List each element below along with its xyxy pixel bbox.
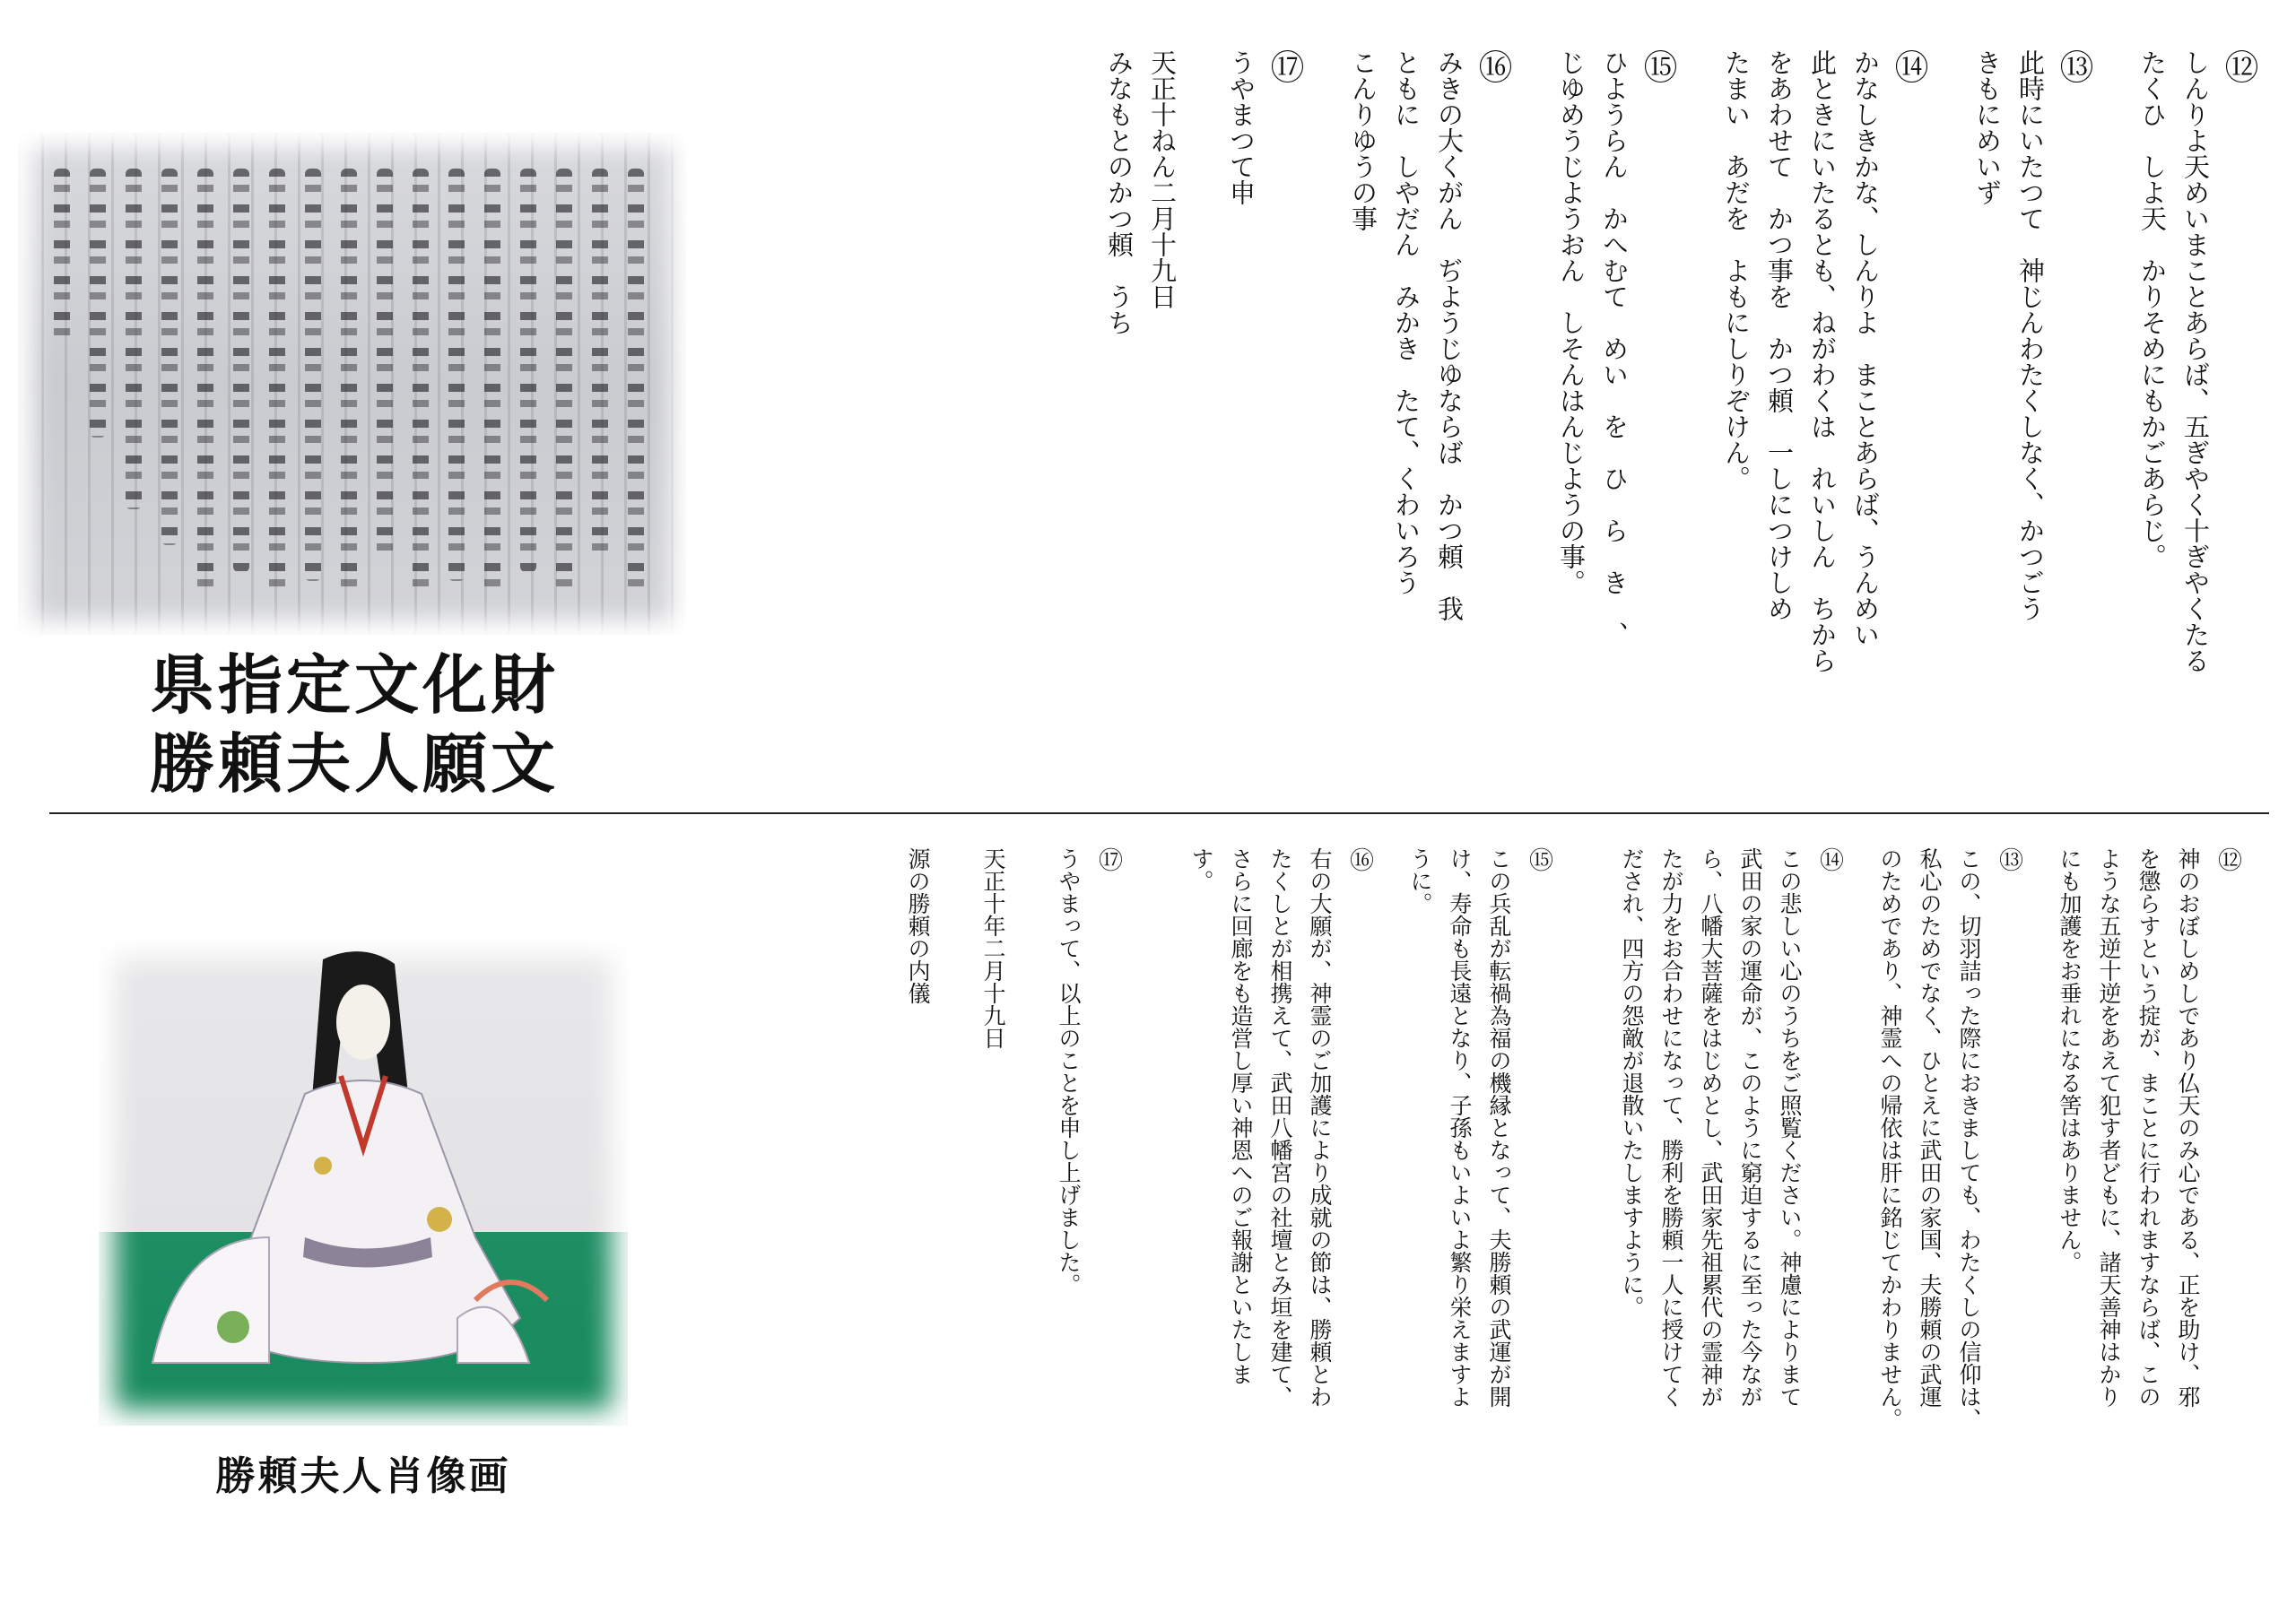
- portrait-painting: [99, 941, 628, 1426]
- section-number: ⑮: [1638, 49, 1677, 83]
- translation-line: この兵乱が転禍為福の機縁となって、夫勝頼の武運が開: [1486, 847, 1512, 1408]
- portrait-caption: 勝頼夫人肖像画: [215, 1453, 511, 1499]
- original-line: うやまつて申: [1226, 49, 1257, 205]
- original-line: かなしきかな、しんりよ まことあらば、うんめい: [1850, 49, 1881, 647]
- translation-line: さらに回廊をも造営し厚い神恩へのご報謝といたしま: [1228, 847, 1254, 1385]
- translation-line: ら、八幡大菩薩をはじめとし、武田家先祖累代の霊神が: [1698, 847, 1724, 1408]
- translation-line: け、寿命も長遠となり、子孫もいよいよ繁り栄えますよ: [1447, 847, 1473, 1408]
- original-line: きもにめいず: [1972, 49, 2003, 205]
- section-number: ⑰: [1094, 847, 1122, 872]
- translation-text-block: [668, 847, 2247, 1609]
- original-section-13: [1966, 49, 2095, 811]
- translation-line: す。: [1188, 847, 1214, 892]
- original-date: [1141, 49, 1184, 811]
- translation-line: を懲らすという掟が、まことに行われますならば、この: [2135, 847, 2161, 1408]
- section-divider: [49, 812, 2269, 814]
- translation-date: [973, 847, 1013, 1609]
- translation-line: 源の勝頼の内儀: [905, 847, 931, 1004]
- original-section-12: [2131, 49, 2260, 811]
- translation-line: にも加護をお垂れになる筈はありません。: [2057, 847, 2083, 1273]
- original-line: みきの大くがん ぢようじゆならば かつ頼 我: [1434, 49, 1465, 621]
- translation-line: だされ、四方の怨敵が退散いたしますように。: [1619, 847, 1645, 1318]
- original-section-17: [1220, 49, 1306, 811]
- original-line: しんりよ天めいまことあらば、五ぎやく十ぎやくたる: [2180, 49, 2211, 673]
- translation-line: たくしとが相携えて、武田八幡宮の社壇とみ垣を建て、: [1267, 847, 1293, 1408]
- translation-line: たが力をお合わせになって、勝利を勝頼一人に授けてく: [1658, 847, 1684, 1408]
- original-line: たまい あだを よもにしりぞけん。: [1721, 49, 1752, 491]
- original-line: 天正十ねん二月十九日: [1147, 49, 1178, 309]
- original-section-15: [1550, 49, 1679, 811]
- original-line: 此ときにいたるとも、ねがわくは れいしん ちから: [1807, 49, 1838, 673]
- original-line: 此時にいたつて 神じんわたくしなく、かつごう: [2015, 49, 2046, 621]
- original-line: をあわせて かつ事を かつ頼 一しにつけしめ: [1764, 49, 1795, 621]
- section-number: ⑭: [1889, 49, 1928, 83]
- translation-section-15: [1400, 847, 1558, 1609]
- translation-line: 天正十年二月十九日: [980, 847, 1006, 1049]
- translation-line: 右の大願が、神霊のご加護により成就の節は、勝頼とわ: [1307, 847, 1333, 1408]
- section-number: ⑫: [2219, 49, 2258, 83]
- translation-line: のためであり、神霊への帰依は肝に銘じてかわりません。: [1877, 847, 1903, 1430]
- translation-section-17: [1048, 847, 1127, 1609]
- section-number: ⑮: [1525, 847, 1552, 872]
- section-number: ⑯: [1473, 49, 1512, 83]
- section-number: ⑭: [1815, 847, 1843, 872]
- translation-line: この、切羽詰った際におきましても、わたくしの信仰は、: [1956, 847, 1982, 1430]
- original-line: ともに しやだん みかき たて、くわいろう: [1391, 49, 1422, 595]
- portrait-illustration: [99, 941, 628, 1426]
- translation-line: 私心のためでなく、ひとえに武田の家国、夫勝頼の武運: [1917, 847, 1943, 1408]
- original-line: たくひ しよ天 かりそめにもかごあらじ。: [2137, 49, 2168, 569]
- section-number: ⑬: [1995, 847, 2022, 872]
- original-section-16: [1342, 49, 1514, 811]
- original-signature: [1098, 49, 1141, 811]
- translation-section-14: [1612, 847, 1848, 1609]
- main-title: [0, 646, 709, 803]
- original-line: みなもとのかつ頼 うち: [1104, 49, 1135, 335]
- translation-signature: [898, 847, 937, 1609]
- section-number: ⑬: [2054, 49, 2093, 83]
- original-section-14: [1715, 49, 1930, 811]
- title-line-2: 勝頼夫人願文: [149, 725, 559, 802]
- original-line: こんりゆうの事: [1348, 49, 1378, 231]
- title-line-1: 県指定文化財: [149, 646, 559, 723]
- translation-section-13: [1870, 847, 2028, 1609]
- section-number: ⑫: [2213, 847, 2241, 872]
- original-text-block: [682, 49, 2260, 811]
- translation-line: 武田の家の運命が、このように窮迫するに至った今なが: [1737, 847, 1763, 1408]
- translation-line: うに。: [1407, 847, 1433, 915]
- translation-line: ような五逆十逆をあえて犯す者どもに、諸天善神はかり: [2096, 847, 2122, 1408]
- section-number: ⑯: [1345, 847, 1373, 872]
- translation-line: 神のおぼしめしであり仏天のみ心である、正を助け、邪: [2175, 847, 2201, 1408]
- section-number: ⑰: [1265, 49, 1304, 83]
- translation-section-16: [1181, 847, 1378, 1609]
- original-line: ひようらん かへむて めい を ひ ら き 、: [1599, 49, 1630, 647]
- translation-section-12: [2049, 847, 2247, 1609]
- manuscript-photo: [18, 133, 686, 635]
- translation-line: うやまって、以上のことを申し上げました。: [1056, 847, 1082, 1296]
- translation-line: この悲しい心のうちをご照覧ください。神慮によりまて: [1777, 847, 1803, 1408]
- original-line: じゆめうじようおん しそんはんじようの事。: [1556, 49, 1587, 595]
